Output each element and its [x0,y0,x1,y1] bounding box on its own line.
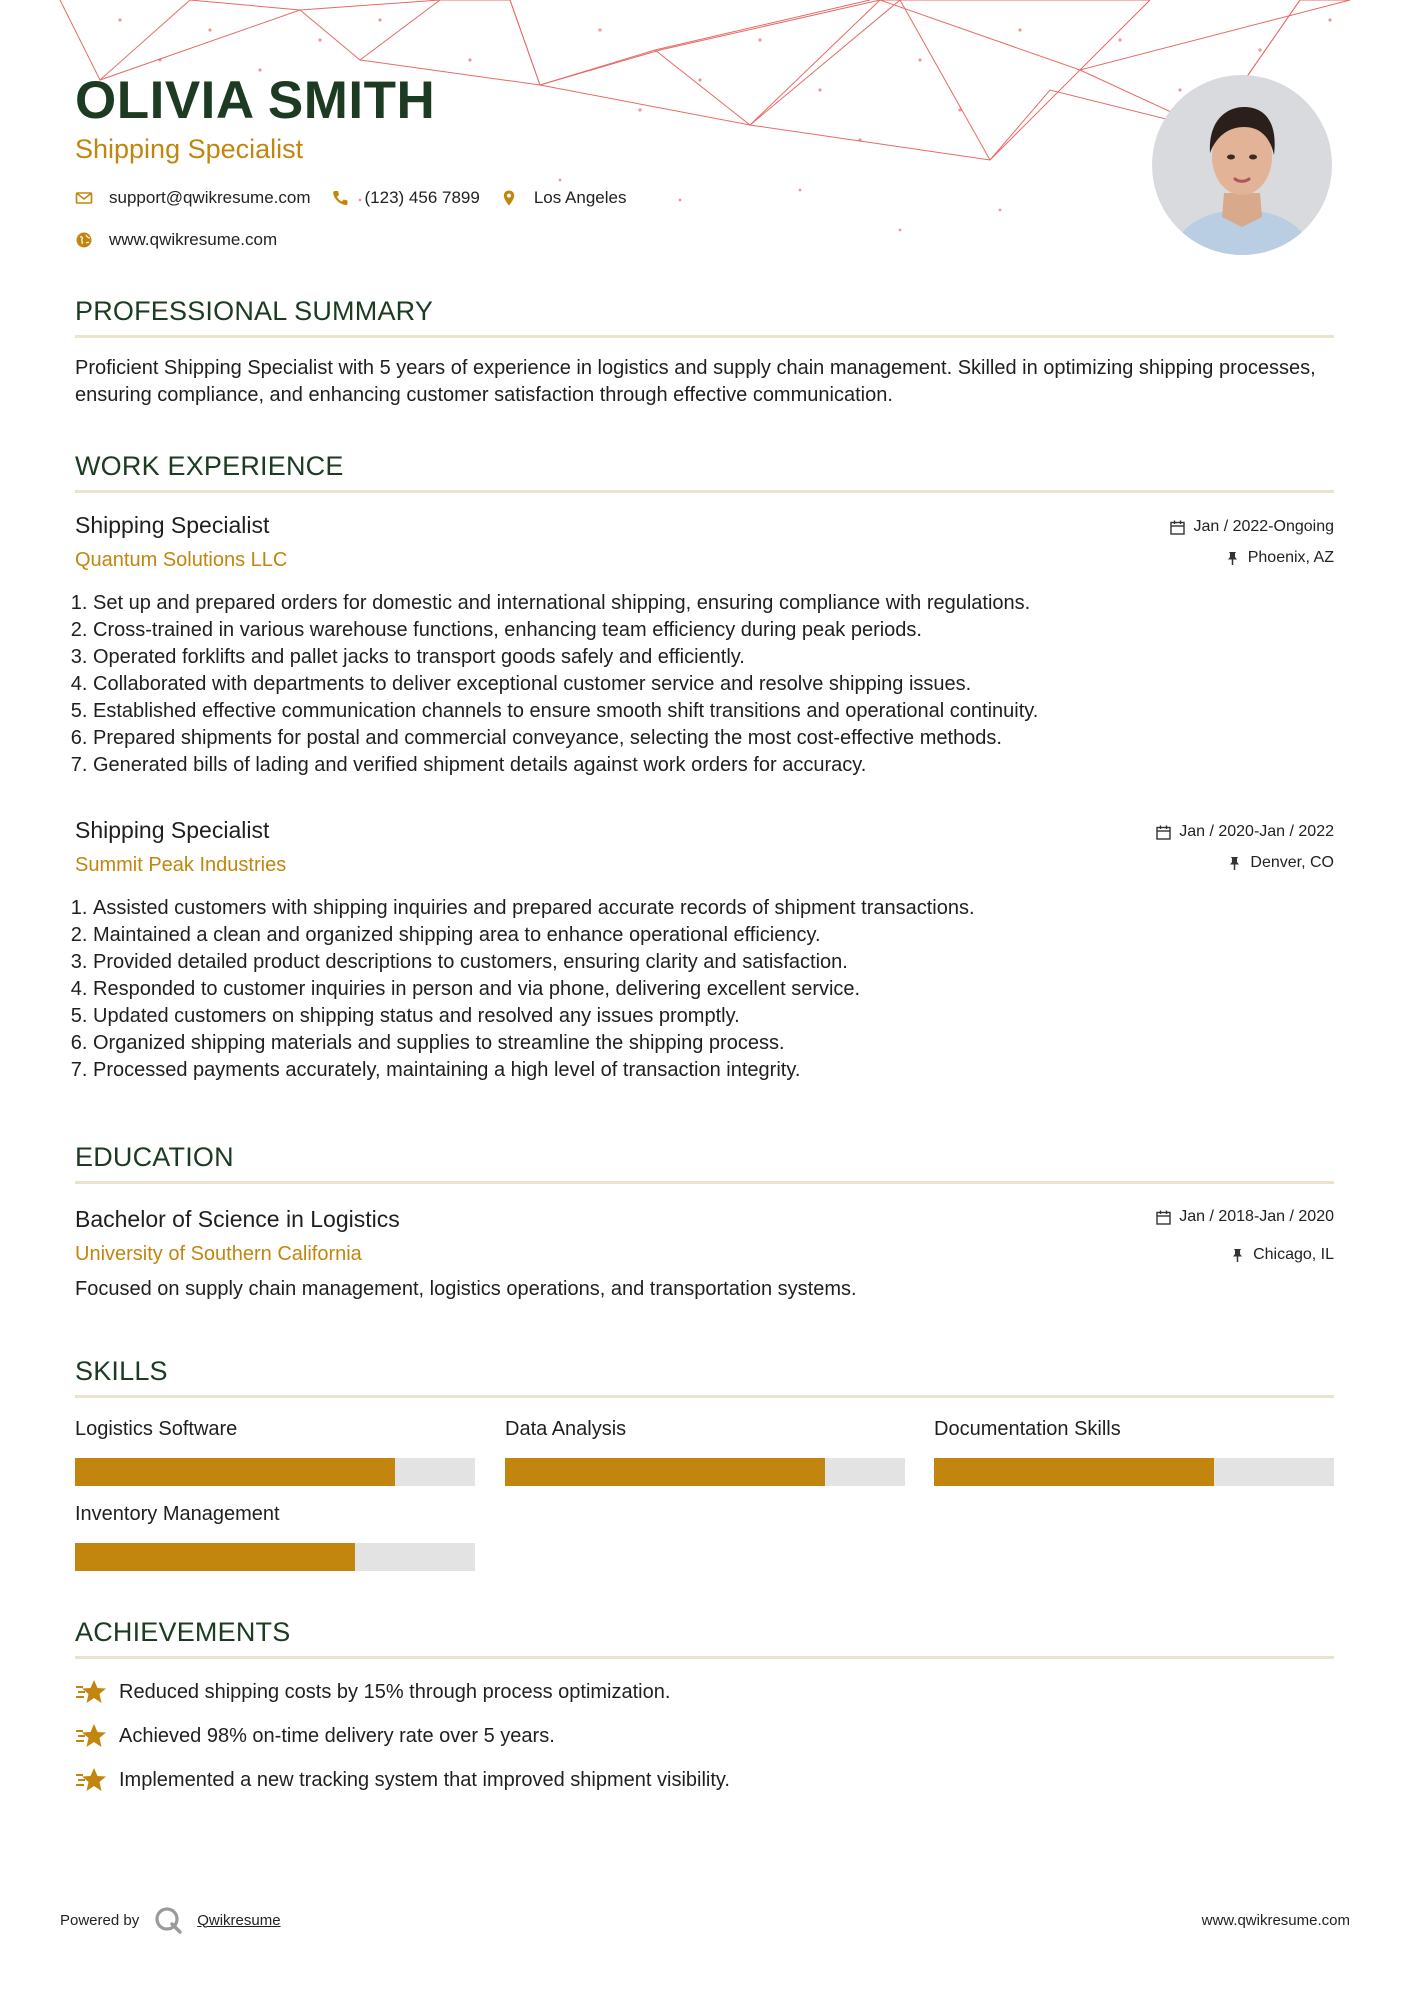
pushpin-icon [1230,1248,1245,1263]
skill-item [934,1418,1334,1486]
achievement-text: Reduced shipping costs by 15% through process optimization. [119,1680,671,1703]
experience-section [75,451,1334,1084]
list-item: 6. Prepared shipments for postal and commercial conveyance, selecting the most cost-effective methods. [93,725,1334,752]
candidate-name: OLIVIA SMITH [75,71,436,130]
job-dates: Jan / 2020-Jan / 2022 [1179,823,1334,840]
contact-row-website [75,230,297,250]
education-description: Focused on supply chain management, logistics operations, and transportation systems. [75,1278,857,1300]
education-section [75,1142,1334,1303]
achievements-section [75,1617,1334,1809]
section-divider [75,335,1334,338]
list-item [75,1721,1334,1751]
job-entry [75,512,1334,779]
skill-item [75,1418,475,1486]
powered-by-label: Powered by [60,1911,140,1929]
profile-photo [1152,75,1332,255]
job-duties-list [75,590,1334,779]
section-divider [75,490,1334,493]
skill-bar [75,1543,475,1571]
contact-row [75,188,646,208]
shooting-star-icon [75,1766,107,1794]
degree-title: Bachelor of Science in Logistics [75,1206,400,1232]
list-item [75,1677,1334,1707]
map-pin-icon [500,189,518,207]
job-meta [1156,821,1334,874]
section-divider [75,1656,1334,1659]
list-item: 7. Processed payments accurately, maintaining a high level of transaction integrity. [93,1057,1334,1084]
skill-name: Documentation Skills [934,1418,1121,1440]
skill-item [505,1418,905,1486]
skill-bar-fill [75,1458,395,1486]
education-dates: Jan / 2018-Jan / 2020 [1179,1208,1334,1225]
list-item: 7. Generated bills of lading and verified shipment details against work orders for accuracy. [93,752,1334,779]
globe-icon [75,231,93,249]
calendar-icon [1170,520,1185,535]
pushpin-icon [1225,551,1240,566]
summary-text: Proficient Shipping Specialist with 5 years of experience in logistics and supply chain management. Skilled in optimizing shipping processes, ensuring compliance, and enhancing customer satisfaction through effective communication. [75,357,1316,406]
summary-heading: PROFESSIONAL SUMMARY [75,296,434,326]
education-meta [1156,1206,1334,1266]
shooting-star-icon [75,1678,107,1706]
page-footer [60,1900,1350,1940]
job-dates: Jan / 2022-Ongoing [1193,518,1334,535]
skill-bar-fill [934,1458,1214,1486]
skill-name: Data Analysis [505,1418,627,1440]
achievement-text: Implemented a new tracking system that improved shipment visibility. [119,1768,730,1791]
section-divider [75,1181,1334,1184]
skill-bar-fill [505,1458,825,1486]
job-meta [1170,516,1334,569]
list-item: 3. Operated forklifts and pallet jacks to transport goods safely and efficiently. [93,644,1334,671]
list-item: 1. Assisted customers with shipping inquiries and prepared accurate records of shipment transactions. [93,895,1334,922]
qwikresume-link[interactable]: Qwikresume [197,1911,281,1929]
contact-email[interactable] [75,188,311,208]
school-name: University of Southern California [75,1243,362,1265]
footer-website[interactable]: www.qwikresume.com [1201,1911,1350,1929]
contact-location [500,188,627,208]
skill-item [75,1503,475,1571]
website-text: www.qwikresume.com [109,230,278,249]
list-item: 1. Set up and prepared orders for domestic and international shipping, ensuring compliance with regulations. [93,590,1334,617]
skill-name: Inventory Management [75,1503,280,1525]
achievements-list [75,1677,1334,1795]
footer-powered-by [60,1900,281,1940]
experience-heading: WORK EXPERIENCE [75,451,344,481]
achievements-heading: ACHIEVEMENTS [75,1617,291,1647]
achievement-text: Achieved 98% on-time delivery rate over 5 years. [119,1724,555,1747]
education-heading: EDUCATION [75,1142,234,1172]
job-entry [75,817,1334,1084]
list-item: 2. Cross-trained in various warehouse functions, enhancing team efficiency during peak periods. [93,617,1334,644]
list-item: 4. Responded to customer inquiries in person and via phone, delivering excellent service. [93,976,1334,1003]
shooting-star-icon [75,1722,107,1750]
job-company: Quantum Solutions LLC [75,549,288,571]
section-divider [75,1395,1334,1398]
education-entry [75,1206,1334,1303]
qwikresume-logo-icon [153,1905,183,1935]
list-item: 6. Organized shipping materials and supplies to streamline the shipping process. [93,1030,1334,1057]
contact-phone[interactable] [331,188,480,208]
calendar-icon [1156,825,1171,840]
phone-icon [331,189,349,207]
calendar-icon [1156,1210,1171,1225]
job-location: Denver, CO [1250,854,1334,871]
list-item: 5. Established effective communication channels to ensure smooth shift transitions and operational continuity. [93,698,1334,725]
envelope-icon [75,189,93,207]
job-duties-list [75,895,1334,1084]
skill-bar [934,1458,1334,1486]
list-item: 5. Updated customers on shipping status and resolved any issues promptly. [93,1003,1334,1030]
skill-bar [505,1458,905,1486]
skills-heading: SKILLS [75,1356,168,1386]
skill-bar [75,1458,475,1486]
job-location: Phoenix, AZ [1247,549,1334,566]
location-text: Los Angeles [533,188,627,207]
job-title: Shipping Specialist [75,817,270,843]
phone-text: (123) 456 7899 [364,188,480,207]
skill-name: Logistics Software [75,1418,238,1440]
candidate-job-title: Shipping Specialist [75,134,304,164]
skills-grid [75,1418,1334,1588]
job-title: Shipping Specialist [75,512,270,538]
skills-section [75,1356,1334,1588]
list-item: 3. Provided detailed product descriptions to customers, ensuring clarity and satisfaction. [93,949,1334,976]
summary-section [75,296,1334,409]
list-item: 4. Collaborated with departments to deliver exceptional customer service and resolve shipping issues. [93,671,1334,698]
skill-bar-fill [75,1543,355,1571]
education-location: Chicago, IL [1253,1246,1334,1263]
list-item [75,1765,1334,1795]
pushpin-icon [1227,856,1242,871]
job-company: Summit Peak Industries [75,854,287,876]
email-text: support@qwikresume.com [109,188,311,207]
list-item: 2. Maintained a clean and organized shipping area to enhance operational efficiency. [93,922,1334,949]
contact-website[interactable] [75,230,277,250]
